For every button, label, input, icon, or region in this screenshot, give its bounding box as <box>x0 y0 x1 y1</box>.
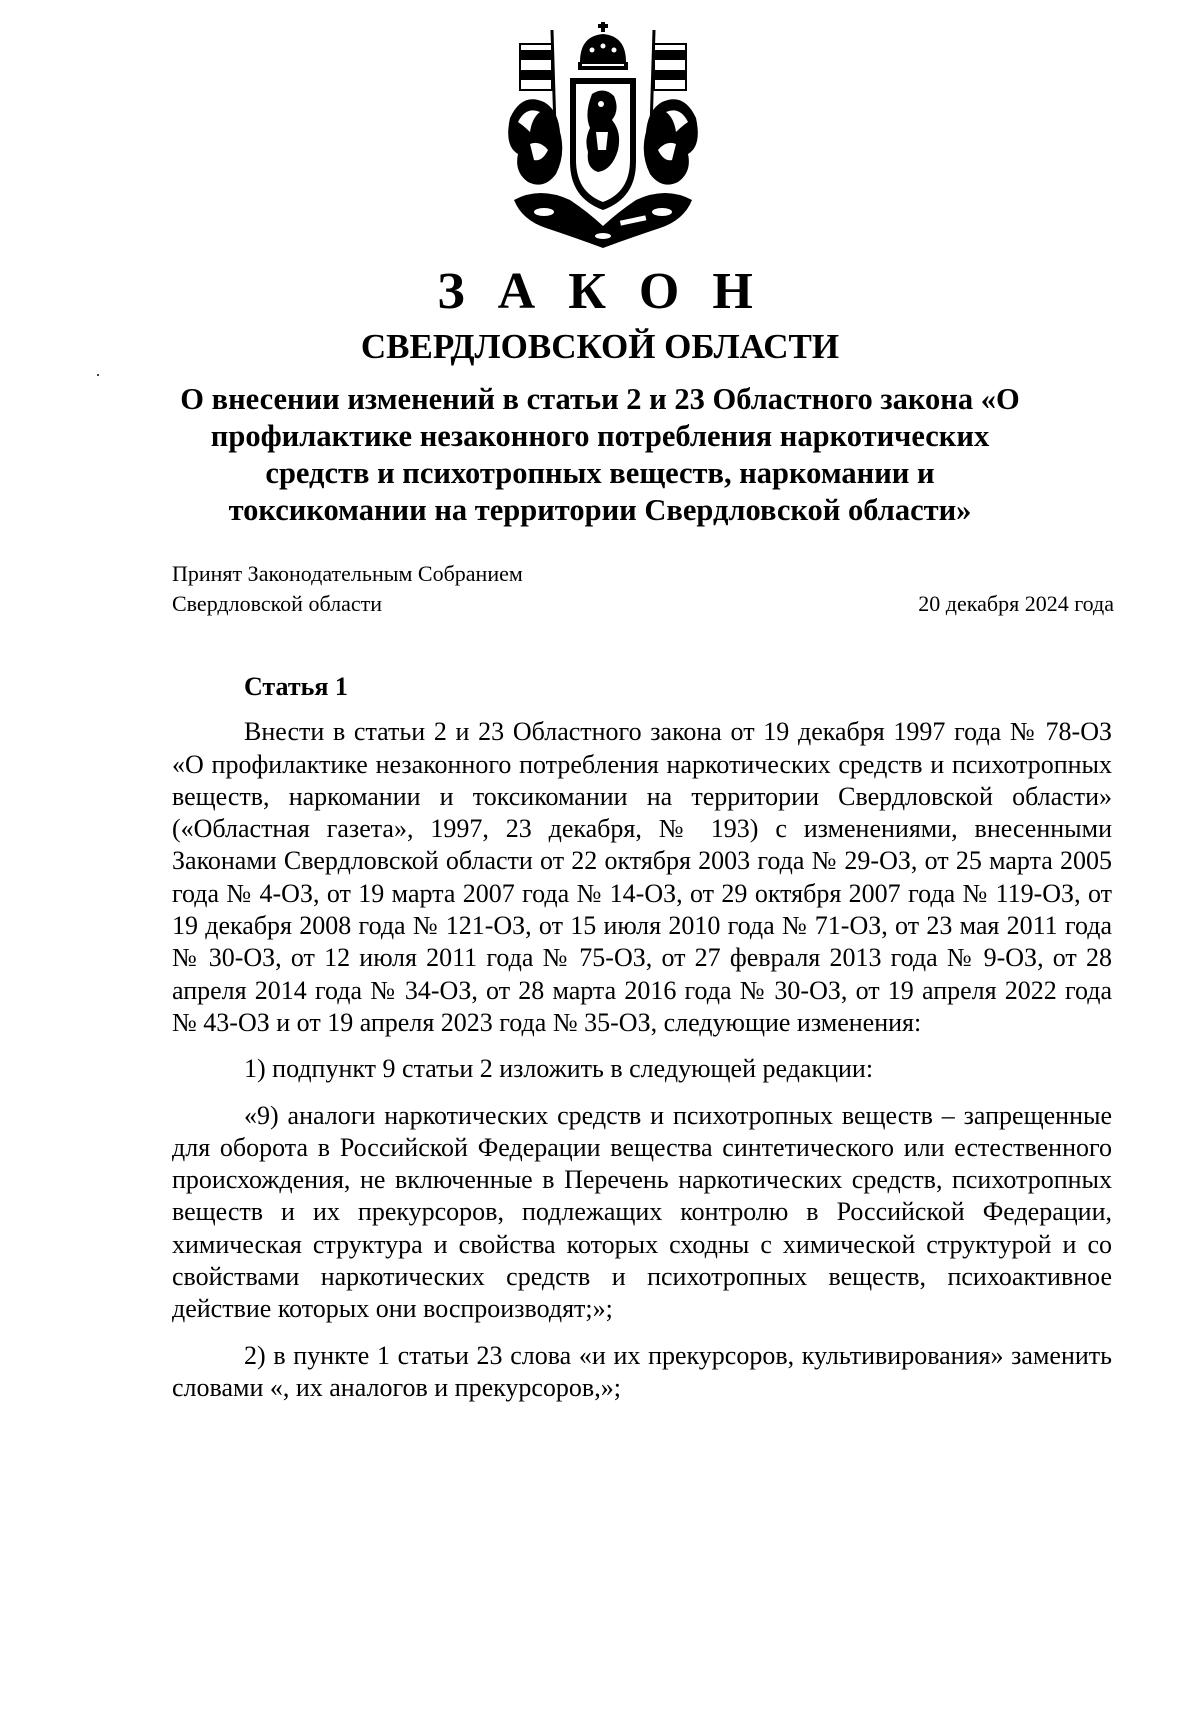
article-paragraph: 1) подпункт 9 статьи 2 изложить в следующей редакции: <box>244 1054 874 1084</box>
document-type-title: З А К О Н <box>437 263 763 320</box>
coat-of-arms-emblem <box>500 22 706 250</box>
adoption-date: 20 декабря 2024 года <box>918 591 1114 616</box>
law-subtitle: О внесении изменений в статьи 2 и 23 Областного закона «О профилактике незаконного потребления наркотических средств и психотропных веществ, наркомании и токсикомании на территории Свердловской области» <box>180 382 1020 527</box>
adoption-line-1: Принят Законодательным Собранием <box>172 561 523 586</box>
article-heading: Статья 1 <box>244 672 348 701</box>
adoption-line-2: Свердловской области <box>172 591 382 616</box>
article-paragraph: «9) аналоги наркотических средств и психотропных веществ – запрещенные для оборота в Российской Федерации вещества синтетического или естественного происхождения, не включенные в Перечень наркотических средств, психотропных веществ и их прекурсоров, подлежащих контролю в Российской Федерации, химическая структура и свойства которых сходны с химической структурой и со свойствами наркотических средств и психотропных веществ, психоактивное действие которых они воспроизводят;»; <box>172 1100 1112 1324</box>
scan-speck <box>97 374 99 376</box>
article-paragraph: Внести в статьи 2 и 23 Областного закона от 19 декабря 1997 года № 78-ОЗ «О профилактике незаконного потребления наркотических средств и психотропных веществ, наркомании и токсикомании на территории Свердловской области» («Областная газета», 1997, 23 декабря, № 193) с изменениями, внесенными Законами Свердловской области от 22 октября 2003 года № 29-ОЗ, от 25 марта 2005 года № 4-ОЗ, от 19 марта 2007 года № 14-ОЗ, от 29 октября 2007 года № 119-ОЗ, от 19 декабря 2008 года № 121-ОЗ, от 15 июля 2010 года № 71-ОЗ, от 23 мая 2011 года № 30-ОЗ, от 12 июля 2011 года № 75-ОЗ, от 27 февраля 2013 года № 9-ОЗ, от 28 апреля 2014 года № 34-ОЗ, от 28 марта 2016 года № 30-ОЗ, от 19 апреля 2022 года № 43-ОЗ и от 19 апреля 2023 года № 35-ОЗ, следующие изменения: <box>172 717 1112 1037</box>
region-title: СВЕРДЛОВСКОЙ ОБЛАСТИ <box>360 327 840 366</box>
adoption-info <box>172 559 672 619</box>
article-paragraph: 2) в пункте 1 статьи 23 слова «и их прекурсоров, культивирования» заменить словами «, их аналогов и прекурсоров,»; <box>172 1340 1112 1402</box>
article-body <box>172 671 1112 1404</box>
